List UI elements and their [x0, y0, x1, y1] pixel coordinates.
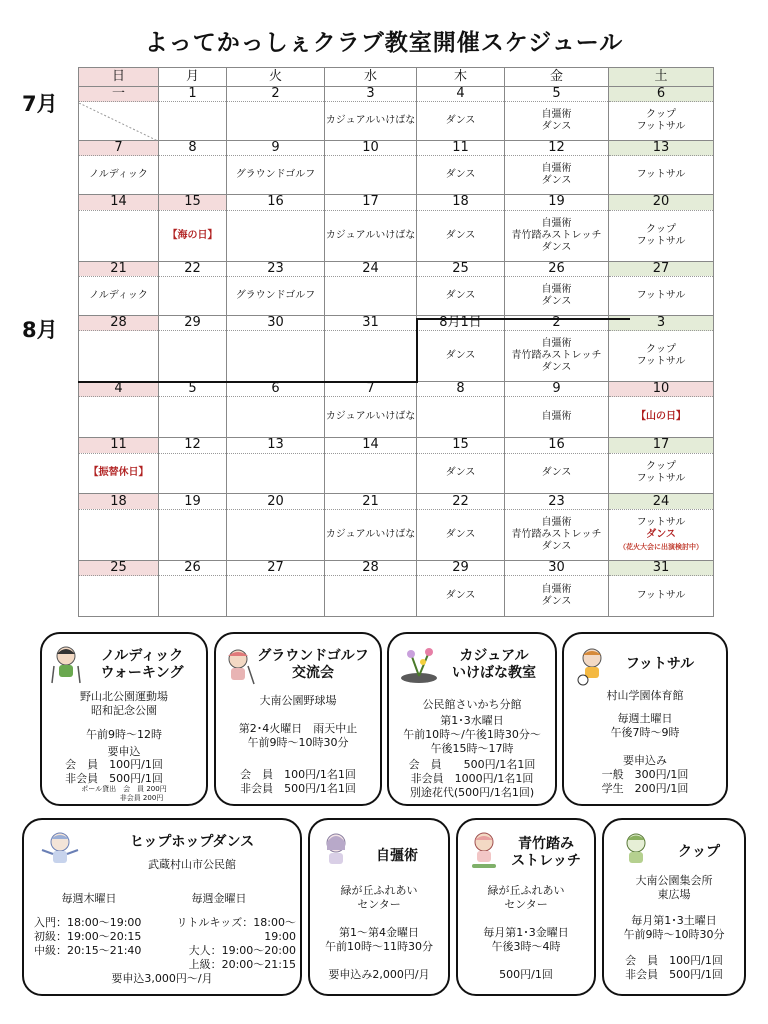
date-cell: 12 [159, 438, 227, 453]
activity-cell [417, 331, 505, 382]
activity-cell [417, 156, 505, 195]
activity-text: クップ フットサル [636, 109, 686, 133]
card-time: 毎週土曜日 午後7時〜9時 [610, 712, 680, 739]
date-cell: 17 [325, 195, 417, 210]
date-cell: 29 [159, 315, 227, 330]
activity-text: 自彊術 ダンス [541, 109, 572, 133]
date-cell: 21 [325, 494, 417, 509]
dancer-icon [38, 830, 82, 870]
date-cell: 21 [79, 261, 159, 276]
date-cell: 29 [417, 560, 505, 575]
activity-cell [79, 453, 159, 494]
activity-cell [609, 509, 714, 560]
activity-text: 自彊術 ダンス [541, 584, 572, 608]
activity-cell [159, 397, 227, 438]
card-place: 村山学園体育館 [606, 689, 684, 702]
card-rental: ポール貸出 会 員 200円 非会員 200円 [81, 785, 167, 802]
activity-cell [505, 210, 609, 261]
card-ground-golf [214, 632, 382, 806]
activity-cell [159, 210, 227, 261]
activity-text: カジュアルいけばな [325, 229, 416, 241]
activity-cell [79, 576, 159, 617]
date-cell: 8 [159, 141, 227, 156]
friday-heading: 毎週金曜日 [191, 892, 247, 905]
activity-text: カジュアルいけばな [325, 411, 416, 423]
date-cell: 9 [227, 141, 325, 156]
date-cell: 25 [79, 560, 159, 575]
activity-text: ダンス [541, 467, 572, 479]
activity-text: ダンス [445, 590, 476, 602]
weekday-header: 土 [609, 68, 714, 87]
date-cell: 5 [159, 382, 227, 397]
activity-cell [79, 276, 159, 315]
date-cell: 15 [159, 195, 227, 210]
card-place: 緑が丘ふれあい センター [487, 884, 565, 911]
activity-text: フットサル [636, 169, 686, 181]
date-cell: 4 [79, 382, 159, 397]
date-cell: 11 [79, 438, 159, 453]
activity-cell [79, 156, 159, 195]
activity-text: 自彊術 青竹踏みストレッチ ダンス [511, 516, 602, 552]
date-cell: 19 [159, 494, 227, 509]
activity-text: ダンス [445, 115, 476, 127]
card-jikyojutsu [308, 818, 450, 996]
date-cell: 20 [609, 195, 714, 210]
activity-cell [609, 453, 714, 494]
activity-cell [325, 453, 417, 494]
activity-cell [417, 453, 505, 494]
date-cell: 14 [325, 438, 417, 453]
card-fees: 会 員 100円/1回 非会員 500円/1回 [625, 954, 723, 981]
activity-text: ダンス [445, 229, 476, 241]
date-cell: 4 [417, 87, 505, 102]
activity-text: カジュアルいけばな [325, 115, 416, 127]
activity-text: 【海の日】 [167, 229, 218, 241]
activity-cell [227, 397, 325, 438]
weekday-header: 火 [227, 68, 325, 87]
activity-cell [325, 576, 417, 617]
month-boundary-line [78, 381, 418, 383]
activity-cell [505, 331, 609, 382]
date-cell: 28 [79, 315, 159, 330]
activity-text: グラウンドゴルフ [235, 169, 316, 181]
activity-cell [79, 509, 159, 560]
activity-cell [417, 102, 505, 141]
card-title: カジュアル いけばな教室 [452, 648, 536, 681]
activity-text: ダンス [445, 350, 476, 362]
card-fee: 要申込3,000円〜/月 [111, 972, 213, 985]
activity-cell [227, 210, 325, 261]
card-place: 大南公園野球場 [259, 694, 337, 707]
activity-cell [325, 102, 417, 141]
activity-cell [505, 102, 609, 141]
date-cell: 8 [417, 382, 505, 397]
activity-text: ダンス [445, 528, 476, 540]
card-ikebana [387, 632, 557, 806]
date-cell: 18 [79, 494, 159, 509]
page-title: よってかっしぇクラブ教室開催スケジュール [144, 30, 624, 56]
activity-text: クップ フットサル [636, 223, 686, 247]
activity-cell [609, 210, 714, 261]
fireworks-note: （花火大会に出演検討中） [619, 542, 703, 551]
date-cell: 20 [227, 494, 325, 509]
date-cell: 27 [609, 261, 714, 276]
date-cell: 18 [417, 195, 505, 210]
activity-text: 自彊術 青竹踏みストレッチ ダンス [511, 217, 602, 253]
card-aotake-stretch [456, 818, 596, 996]
date-cell: 11 [417, 141, 505, 156]
weekday-header: 月 [159, 68, 227, 87]
card-title: フットサル [625, 656, 695, 672]
date-cell: 3 [325, 87, 417, 102]
date-cell: 一 [79, 87, 159, 102]
date-cell: 28 [325, 560, 417, 575]
activity-cell [227, 576, 325, 617]
date-cell: 7 [325, 382, 417, 397]
date-cell: 24 [325, 261, 417, 276]
activity-cell [505, 453, 609, 494]
card-fee: 500円/1回 [499, 968, 553, 981]
card-place: 公民館さいかち分館 [422, 698, 522, 711]
card-apply: 要申込み [623, 754, 667, 767]
activity-text: クップ フットサル [636, 461, 686, 485]
card-title: 青竹踏み ストレッチ [511, 836, 581, 869]
empty-cell-diagonal [79, 103, 158, 141]
activity-cell [505, 576, 609, 617]
activity-cell [505, 276, 609, 315]
date-cell: 7 [79, 141, 159, 156]
weekday-header: 日 [79, 68, 159, 87]
weekday-header: 水 [325, 68, 417, 87]
activity-text: 自彊術 青竹踏みストレッチ ダンス [511, 338, 602, 374]
card-title: 自彊術 [376, 848, 418, 864]
date-cell: 22 [159, 261, 227, 276]
activity-cell [609, 156, 714, 195]
date-cell: 27 [227, 560, 325, 575]
activity-cell [227, 331, 325, 382]
activity-text: 自彊術 ダンス [541, 163, 572, 187]
activity-text: 自彊術 ダンス [541, 283, 572, 307]
card-place: 緑が丘ふれあい センター [340, 884, 418, 911]
activity-cell [609, 102, 714, 141]
date-cell: 24 [609, 494, 714, 509]
activity-cell [609, 576, 714, 617]
activity-cell [227, 102, 325, 141]
activity-cell [79, 331, 159, 382]
date-cell: 2 [227, 87, 325, 102]
date-cell: 14 [79, 195, 159, 210]
card-time: 毎月第1･3土曜日 午前9時〜10時30分 [623, 914, 725, 941]
activity-cell [325, 509, 417, 560]
date-cell: 2 [505, 315, 609, 330]
activity-text: ダンス [445, 467, 476, 479]
weekday-header: 金 [505, 68, 609, 87]
activity-text: フットサル [636, 590, 686, 602]
activity-cell [159, 576, 227, 617]
card-title: グラウンドゴルフ 交流会 [257, 648, 369, 681]
friday-schedule: リトルキッズ：18:00〜19:00 大人：19:00〜20:00 上級：20:00〜21:15 [176, 916, 296, 971]
date-cell: 22 [417, 494, 505, 509]
activity-text: カジュアルいけばな [325, 528, 416, 540]
activity-cell [325, 156, 417, 195]
activity-cell [227, 276, 325, 315]
date-cell: 3 [609, 315, 714, 330]
card-fees: 会 員 500円/1名1回 非会員 1000円/1名1回 別途花代(500円/1名1回) [408, 758, 536, 799]
date-cell: 17 [609, 438, 714, 453]
activity-text: グラウンドゴルフ [235, 289, 316, 301]
activity-cell [325, 210, 417, 261]
activity-text: ダンス [445, 289, 476, 301]
card-time: 第1〜第4金曜日 午前10時〜11時30分 [325, 926, 433, 953]
activity-cell [79, 397, 159, 438]
activity-cell [159, 156, 227, 195]
date-cell: 1 [159, 87, 227, 102]
activity-cell [609, 276, 714, 315]
activity-cell [227, 453, 325, 494]
person-stretch-icon [466, 830, 502, 870]
activity-cell [159, 331, 227, 382]
card-apply: 要申込 [107, 745, 141, 758]
schedule-calendar [78, 67, 714, 617]
card-time: 毎月第1･3金曜日 午後3時〜4時 [483, 926, 569, 953]
activity-cell [609, 331, 714, 382]
card-nordic-walking [40, 632, 208, 806]
dance-note: ダンス [646, 528, 676, 540]
activity-text: 【山の日】 [636, 411, 686, 423]
activity-cell [159, 276, 227, 315]
date-cell: 10 [609, 382, 714, 397]
date-cell: 5 [505, 87, 609, 102]
activity-text: 自彊術 [541, 411, 572, 423]
activity-text: フットサル [636, 289, 686, 301]
date-cell: 9 [505, 382, 609, 397]
thursday-schedule: 入門：18:00〜19:00 初級：19:00〜20:15 中級：20:15〜21:40 [34, 916, 142, 957]
date-cell: 6 [227, 382, 325, 397]
activity-cell [159, 509, 227, 560]
date-cell: 23 [505, 494, 609, 509]
date-cell: 30 [505, 560, 609, 575]
boy-icon [618, 830, 654, 870]
card-time: 午前9時〜12時 [86, 728, 162, 741]
date-cell: 6 [609, 87, 714, 102]
card-place: 大南公園集会所 東広場 [635, 874, 713, 901]
date-cell: 26 [505, 261, 609, 276]
card-place: 野山北公園運動場 昭和記念公園 [80, 690, 168, 717]
activity-cell [417, 276, 505, 315]
activity-text: 【振替休日】 [88, 467, 149, 479]
date-cell: 16 [227, 195, 325, 210]
card-futsal [562, 632, 728, 806]
date-cell: 26 [159, 560, 227, 575]
thursday-heading: 毎週木曜日 [61, 892, 117, 905]
activity-cell [505, 156, 609, 195]
card-title: ノルディック ウォーキング [100, 648, 184, 681]
card-place: 武蔵村山市公民館 [148, 858, 236, 871]
activity-cell [325, 397, 417, 438]
date-cell: 31 [609, 560, 714, 575]
date-cell: 30 [227, 315, 325, 330]
date-cell: 13 [227, 438, 325, 453]
activity-cell [505, 397, 609, 438]
date-cell: 31 [325, 315, 417, 330]
date-cell: 13 [609, 141, 714, 156]
card-fees: 会 員 100円/1回 非会員 500円/1回 [65, 758, 163, 785]
card-time: 第1･3水曜日 午前10時〜/午後1時30分〜 午後15時〜17時 [403, 714, 541, 755]
activity-text: クップ フットサル [636, 344, 686, 368]
card-time: 第2･4火曜日 雨天中止 午前9時〜10時30分 [238, 722, 358, 749]
card-title: ヒップホップダンス [129, 834, 255, 850]
date-cell: 23 [227, 261, 325, 276]
activity-cell [417, 397, 505, 438]
activity-cell [417, 509, 505, 560]
card-title: クップ [678, 844, 720, 860]
card-fees: 会 員 100円/1名1回 非会員 500円/1名1回 [240, 768, 356, 795]
activity-text: ダンス [445, 169, 476, 181]
activity-text: ノルディック [89, 289, 148, 301]
date-cell: 19 [505, 195, 609, 210]
activity-cell [417, 210, 505, 261]
card-fee: 要申込み2,000円/月 [328, 968, 430, 981]
date-cell: 8月1日 [417, 315, 505, 330]
date-cell: 15 [417, 438, 505, 453]
month-boundary-line [416, 318, 630, 320]
date-cell: 10 [325, 141, 417, 156]
activity-cell [505, 509, 609, 560]
date-cell: 25 [417, 261, 505, 276]
activity-text: フットサル [636, 516, 686, 528]
activity-cell [227, 509, 325, 560]
month-label-august: 8月 [22, 318, 58, 342]
activity-cell [79, 210, 159, 261]
card-fees: 一般 300円/1回 学生 200円/1回 [601, 768, 689, 795]
activity-cell [227, 156, 325, 195]
activity-cell [325, 276, 417, 315]
activity-text: ノルディック [89, 169, 148, 181]
activity-cell [325, 331, 417, 382]
activity-cell [159, 453, 227, 494]
card-hiphop-dance [22, 818, 302, 996]
date-cell: 16 [505, 438, 609, 453]
date-cell: 12 [505, 141, 609, 156]
month-boundary-line [416, 318, 418, 382]
weekday-header: 木 [417, 68, 505, 87]
activity-cell [159, 102, 227, 141]
activity-cell [417, 576, 505, 617]
month-label-july: 7月 [22, 92, 58, 116]
card-kup [602, 818, 746, 996]
activity-cell [609, 397, 714, 438]
